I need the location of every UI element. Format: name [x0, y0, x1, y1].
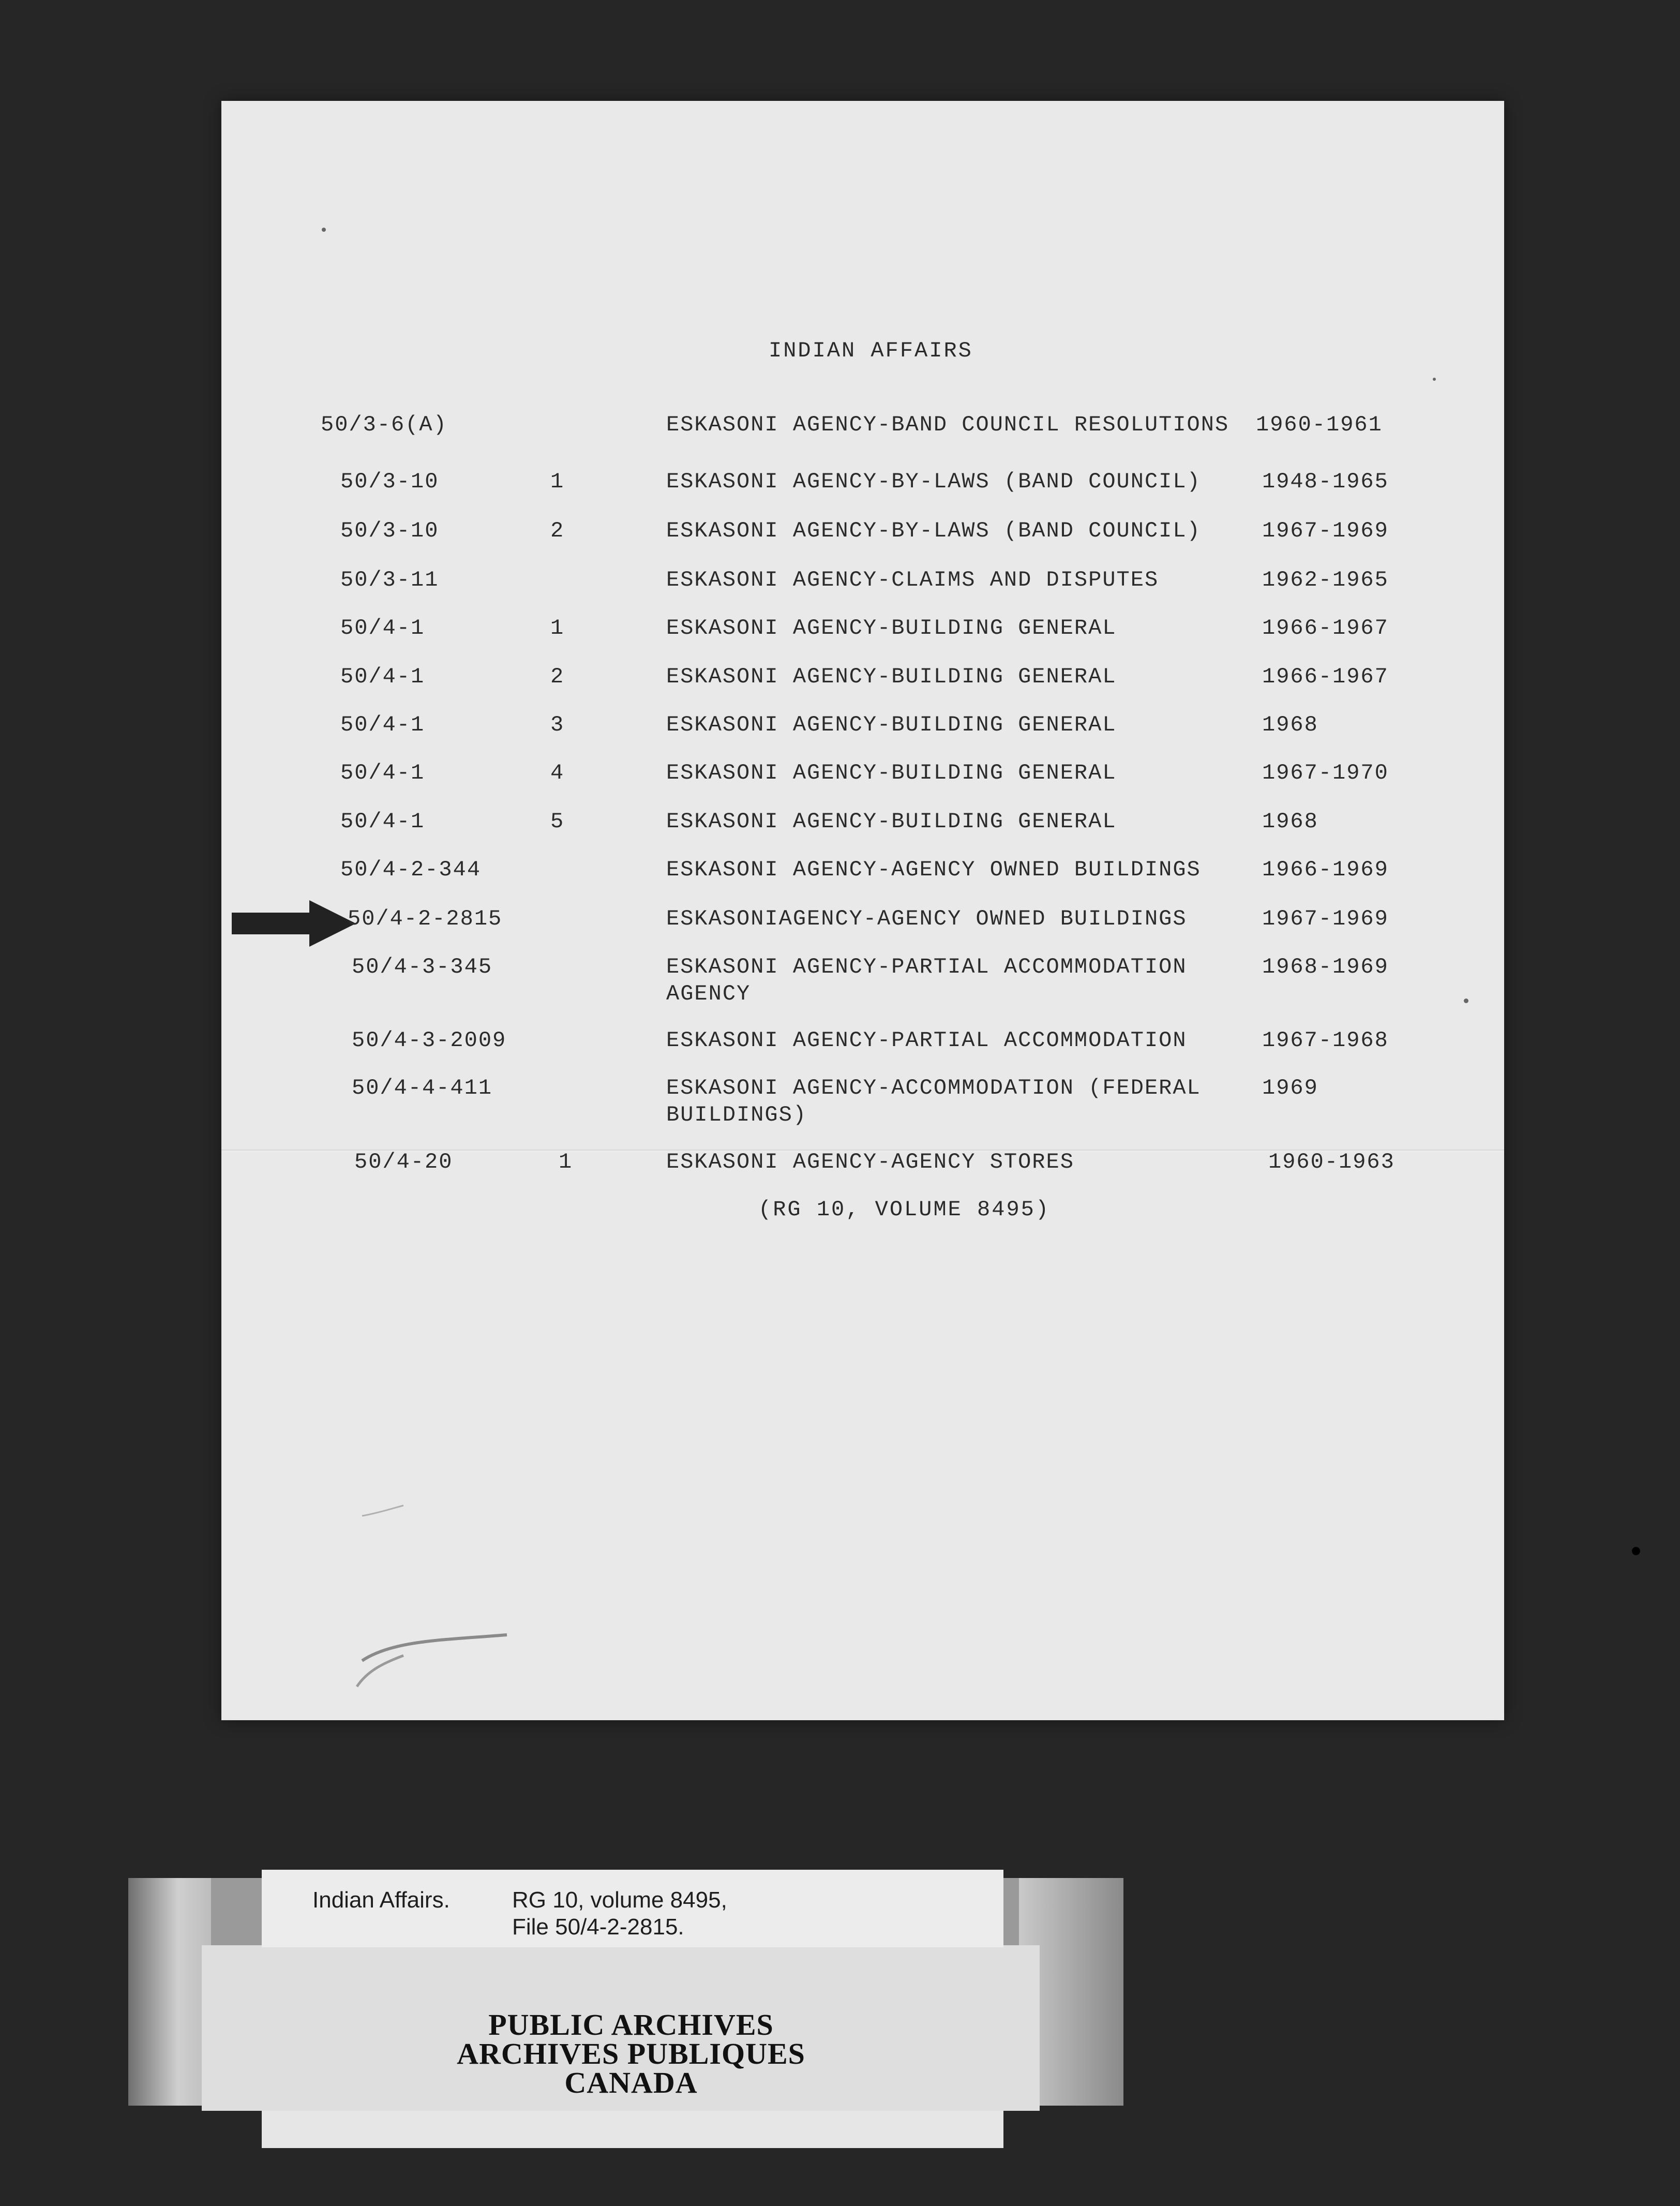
volume-reference: (RG 10, VOLUME 8495)	[758, 1197, 1051, 1222]
file-title: ESKASONI AGENCY-PARTIAL ACCOMMODATION	[666, 955, 1187, 979]
date-range: 1966-1969	[1262, 857, 1389, 882]
file-number: 50/4-1	[340, 809, 425, 834]
file-number: 50/3-10	[340, 469, 439, 494]
file-number: 50/4-1	[340, 616, 425, 640]
file-title: ESKASONIAGENCY-AGENCY OWNED BUILDINGS	[666, 906, 1187, 931]
file-title: ESKASONI AGENCY-BUILDING GENERAL	[666, 664, 1117, 689]
file-title: ESKASONI AGENCY-BUILDING GENERAL	[666, 712, 1117, 737]
file-number: 50/4-20	[354, 1150, 453, 1174]
date-range: 1968-1969	[1262, 955, 1389, 979]
file-number: 50/4-2-2815	[348, 906, 503, 931]
file-number: 50/4-4-411	[352, 1076, 493, 1100]
date-range: 1962-1965	[1262, 568, 1389, 592]
file-number: 50/4-1	[340, 664, 425, 689]
date-range: 1967-1969	[1262, 518, 1389, 543]
stamp-line: PUBLIC ARCHIVES	[488, 2008, 774, 2041]
label-file: File 50/4-2-2815.	[512, 1914, 684, 1940]
part-number: 4	[550, 761, 565, 785]
file-number: 50/4-1	[340, 761, 425, 785]
date-range: 1967-1968	[1262, 1028, 1389, 1053]
date-range: 1967-1969	[1262, 906, 1389, 931]
file-title: ESKASONI AGENCY-BAND COUNCIL RESOLUTIONS	[666, 412, 1229, 437]
file-title: ESKASONI AGENCY-AGENCY STORES	[666, 1150, 1074, 1174]
archive-label-bottom	[262, 2111, 1003, 2148]
file-title-continued: BUILDINGS)	[666, 1102, 807, 1127]
file-title: ESKASONI AGENCY-BY-LAWS (BAND COUNCIL)	[666, 469, 1201, 494]
part-number: 1	[550, 469, 565, 494]
label-volume: RG 10, volume 8495,	[512, 1887, 727, 1913]
archives-stamp	[409, 2010, 853, 2097]
date-range: 1960-1961	[1256, 412, 1383, 437]
file-title: ESKASONI AGENCY-BUILDING GENERAL	[666, 761, 1117, 785]
part-number: 2	[550, 664, 565, 689]
file-title: ESKASONI AGENCY-BY-LAWS (BAND COUNCIL)	[666, 518, 1201, 543]
date-range: 1968	[1262, 809, 1318, 834]
date-range: 1967-1970	[1262, 761, 1389, 785]
stamp-line: ARCHIVES PUBLIQUES	[457, 2037, 805, 2070]
file-title: ESKASONI AGENCY-CLAIMS AND DISPUTES	[666, 568, 1159, 592]
part-number: 1	[550, 616, 565, 640]
file-number: 50/3-11	[340, 568, 439, 592]
file-number: 50/3-6(A)	[321, 412, 447, 437]
file-title: ESKASONI AGENCY-AGENCY OWNED BUILDINGS	[666, 857, 1201, 882]
file-number: 50/4-3-345	[352, 955, 493, 979]
file-number: 50/4-1	[340, 712, 425, 737]
file-title: ESKASONI AGENCY-PARTIAL ACCOMMODATION	[666, 1028, 1187, 1053]
document-title: INDIAN AFFAIRS	[769, 338, 973, 363]
date-range: 1960-1963	[1268, 1150, 1395, 1174]
part-number: 3	[550, 712, 565, 737]
part-number: 5	[550, 809, 565, 834]
file-title: ESKASONI AGENCY-BUILDING GENERAL	[666, 809, 1117, 834]
date-range: 1948-1965	[1262, 469, 1389, 494]
stamp-line: CANADA	[564, 2066, 698, 2099]
file-number: 50/4-2-344	[340, 857, 482, 882]
file-title: ESKASONI AGENCY-ACCOMMODATION (FEDERAL	[666, 1076, 1201, 1100]
file-number: 50/4-3-2009	[352, 1028, 507, 1053]
date-range: 1966-1967	[1262, 616, 1389, 640]
label-source: Indian Affairs.	[312, 1887, 450, 1913]
date-range: 1966-1967	[1262, 664, 1389, 689]
part-number: 1	[559, 1150, 573, 1174]
date-range: 1968	[1262, 712, 1318, 737]
date-range: 1969	[1262, 1076, 1318, 1100]
file-title-continued: AGENCY	[666, 981, 751, 1006]
file-number: 50/3-10	[340, 518, 439, 543]
part-number: 2	[550, 518, 565, 543]
archive-label-left-clip	[128, 1878, 211, 2106]
file-title: ESKASONI AGENCY-BUILDING GENERAL	[666, 616, 1117, 640]
